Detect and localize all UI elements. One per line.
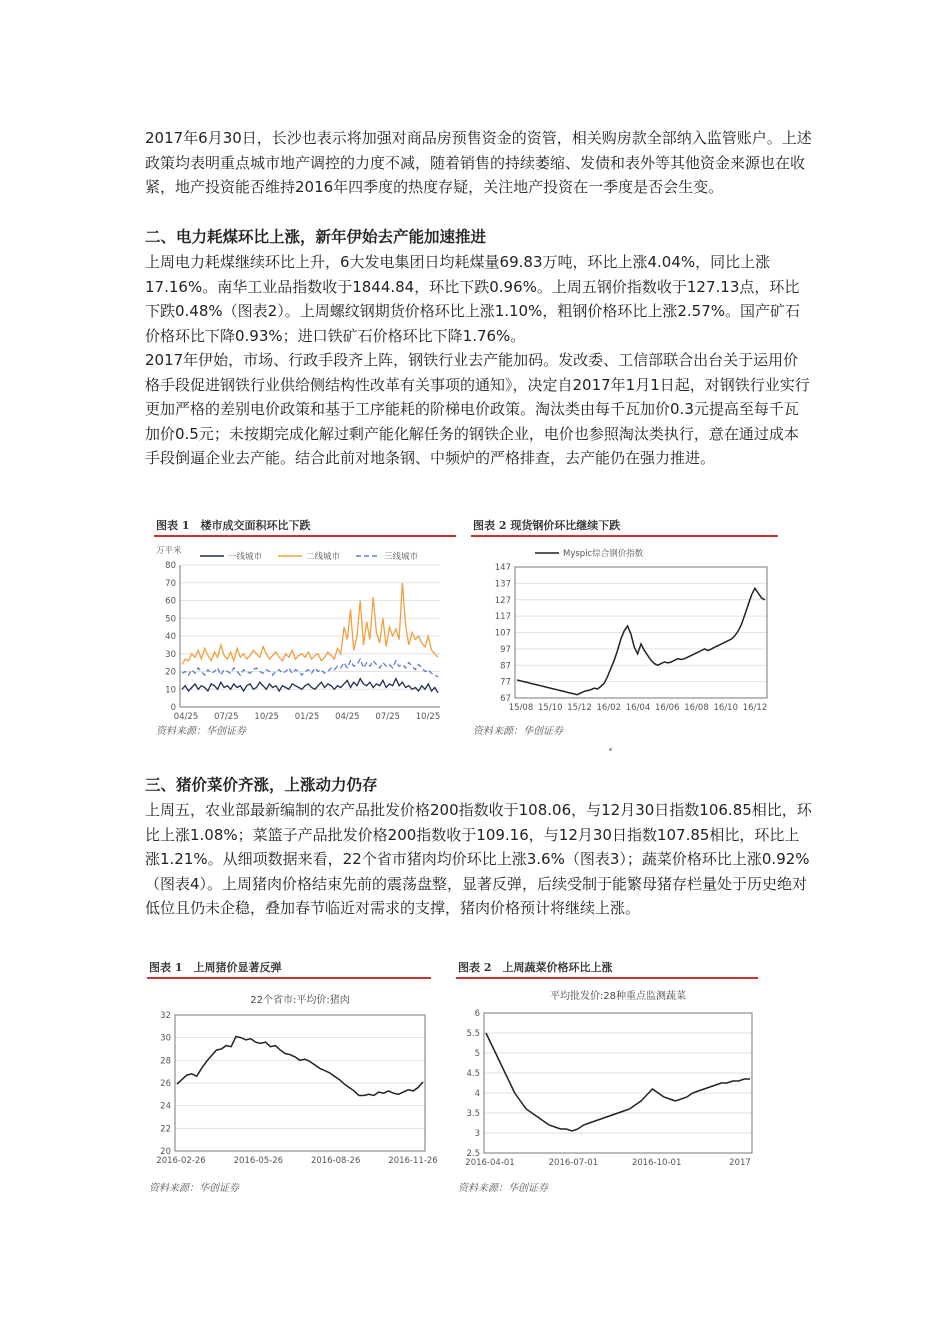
y-tick-label: 30 [160,1033,171,1044]
x-tick-label: 16/06 [655,703,680,713]
x-tick-label: 16/08 [684,703,709,713]
chart-subtitle: 22个省市:平均价:猪肉 [250,995,350,1006]
y-tick-label: 97 [500,644,511,655]
paragraph-capacity-cut: 2017年伊始，市场、行政手段齐上阵，钢铁行业去产能加码。发改委、工信部联合出台关于运用价格手段促进钢铁行业供给侧结构性改革有关事项的通知》，决定自2017年1月1日起，对钢铁行业实行更加严格的差别电价政策和基于工序能耗的阶梯电价政策。淘汰类由每千瓦加价0.3元提高至每千瓦加价0.5元；未按期完成化解过剩产能化解任务的钢铁企业，电价也参照淘汰类执行，意在通过成本手段倒逼企业去产能。结合此前对地条钢、中频炉的严格排查，去产能仍在强力推进。 [145,351,810,467]
legend-label: 二线城市 [306,552,341,562]
series-line [182,583,438,665]
y-tick-label: 4 [474,1089,480,1099]
figure-source: 资料来源：华创证券 [149,1183,239,1194]
paragraph-coal-steel: 上周电力耗煤继续环比上升，6大发电集团日均耗煤量69.83万吨，环比上涨4.04%，同比上涨17.16%。南华工业品指数收于1844.84，环比下跌0.96%。上周五钢价指数收于127.13点，环比下跌0.48%（图表2）。上周螺纹钢期货价格环比上涨1.10%，粗钢价格环比上涨2.57%。国产矿石价格环比下降0.93%；进口铁矿石价格环比下降1.76%。 [145,253,801,345]
y-tick-label: 117 [494,612,511,623]
plot-frame [484,1013,752,1153]
y-tick-label: 67 [500,694,511,704]
x-tick-label: 2016-07-01 [548,1158,599,1168]
y-tick-label: 3.5 [466,1109,480,1119]
y-tick-label: 28 [160,1056,171,1067]
x-tick-label: 2016-02-26 [156,1156,206,1166]
x-tick-label: 16/04 [625,703,651,713]
x-tick-label: 01/25 [294,712,320,722]
y-tick-label: 77 [500,677,511,688]
legend-label: Myspic综合钢价指数 [563,549,644,559]
y-tick-label: 5.5 [466,1029,480,1039]
figure-vegetable-price [452,957,762,1197]
y-tick-label: 127 [494,595,511,606]
y-tick-label: 20 [165,667,176,678]
x-tick-label: 16/02 [596,703,621,713]
y-tick-label: 147 [494,563,511,573]
paragraph-intro: 2017年6月30日，长沙也表示将加强对商品房预售资金的资管，相关购房款全部纳入监管账户。上述政策均表明重点城市地产调控的力度不减，随着销售的持续萎缩、发债和表外等其他资金来源也在收紧，地产投资能否维持2016年四季度的热度存疑，关注地产投资在一季度是否会生变。 [145,129,812,196]
chart-subtitle: 平均批发价:28种重点监测蔬菜 [549,991,687,1002]
x-tick-label: 10/25 [254,712,279,722]
x-tick-label: 15/10 [538,703,563,713]
vegetable-price-chart [452,957,762,1197]
series-line [182,679,438,693]
x-tick-label: 10/25 [415,712,441,722]
x-tick-label: 16/10 [713,703,738,713]
x-tick-label: 2016-11-26 [388,1156,438,1166]
y-tick-label: 30 [165,649,176,660]
section-heading-2: 二、电力耗煤环比上涨，新年伊始去产能加速推进 [145,228,487,246]
figure-housing-area [150,515,460,740]
y-tick-label: 6 [474,1009,480,1019]
y-tick-label: 3 [474,1129,480,1139]
figure-source: 资料来源：华创证券 [458,1183,548,1194]
section-heading-3: 三、猪价菜价齐涨，上涨动力仍存 [145,776,378,794]
figure-title: 图表 2 现货钢价环比继续下跌 [473,519,621,532]
y-tick-label: 24 [160,1101,171,1112]
figure-title: 图表 1 楼市成交面积环比下跌 [156,519,311,532]
y-tick-label: 137 [494,579,511,590]
figure-pork-price [143,957,438,1197]
x-tick-label: 04/25 [335,712,360,722]
figure-title: 图表 1 上周猪价显著反弹 [149,961,282,974]
x-tick-label: 15/12 [567,703,592,713]
x-tick-label: 2016-10-01 [631,1158,682,1168]
series-line [177,1037,423,1096]
x-tick-label: 2016-05-26 [233,1156,284,1166]
x-tick-label: 2016-04-01 [465,1158,515,1168]
housing-area-chart [150,515,460,740]
y-tick-label: 32 [160,1011,171,1021]
y-axis-label: 万平米 [156,546,182,556]
x-tick-label: 16/12 [742,703,768,713]
paragraph-pork-veg: 上周五，农业部最新编制的农产品批发价格200指数收于108.06，与12月30日指数106.85相比，环比上涨1.08%；菜篮子产品批发价格200指数收于109.16，与12月30日指数107.85相比，环比上涨1.21%。从细项数据来看，22个省市猪肉均价环比上涨3.6%（图表3）；蔬菜价格环比上涨0.92%（图表4）。上周猪肉价格结束先前的震荡盘整，显著反弹，后续受制于能繁母猪存栏量处于历史绝对低位且仍未企稳，叠加春节临近对需求的支撑，猪肉价格预计将继续上涨。 [145,801,812,917]
x-tick-label: 2017 [729,1158,751,1168]
y-tick-label: 2.5 [466,1149,480,1159]
y-tick-label: 26 [160,1079,171,1089]
figure-source: 资料来源：华创证券 [156,726,246,737]
figure-source: 资料来源：华创证券 [473,726,563,737]
series-line [182,659,438,677]
y-tick-label: 87 [500,661,511,672]
stray-dot [609,748,612,751]
y-tick-label: 4.5 [466,1069,480,1079]
steel-price-chart [467,515,782,740]
legend-label: 三线城市 [384,552,419,562]
series-line [486,1033,750,1131]
x-tick-label: 2016-08-26 [310,1156,361,1166]
y-tick-label: 80 [165,561,176,571]
y-tick-label: 10 [165,685,176,696]
legend-label: 一线城市 [228,552,263,562]
figure-steel-price [467,515,782,740]
y-tick-label: 107 [494,628,511,639]
x-tick-label: 07/25 [214,712,239,722]
series-line [517,588,765,694]
y-tick-label: 5 [474,1049,480,1059]
y-tick-label: 22 [160,1124,171,1135]
y-tick-label: 50 [165,614,176,625]
y-tick-label: 20 [160,1147,171,1157]
y-tick-label: 0 [170,703,176,713]
figure-title: 图表 2 上周蔬菜价格环比上涨 [458,961,613,974]
y-tick-label: 40 [165,632,176,642]
pork-price-chart [143,957,438,1197]
y-tick-label: 60 [165,596,176,607]
x-tick-label: 04/25 [173,712,199,722]
y-tick-label: 70 [165,578,176,589]
x-tick-label: 15/08 [508,703,534,713]
x-tick-label: 07/25 [375,712,400,722]
